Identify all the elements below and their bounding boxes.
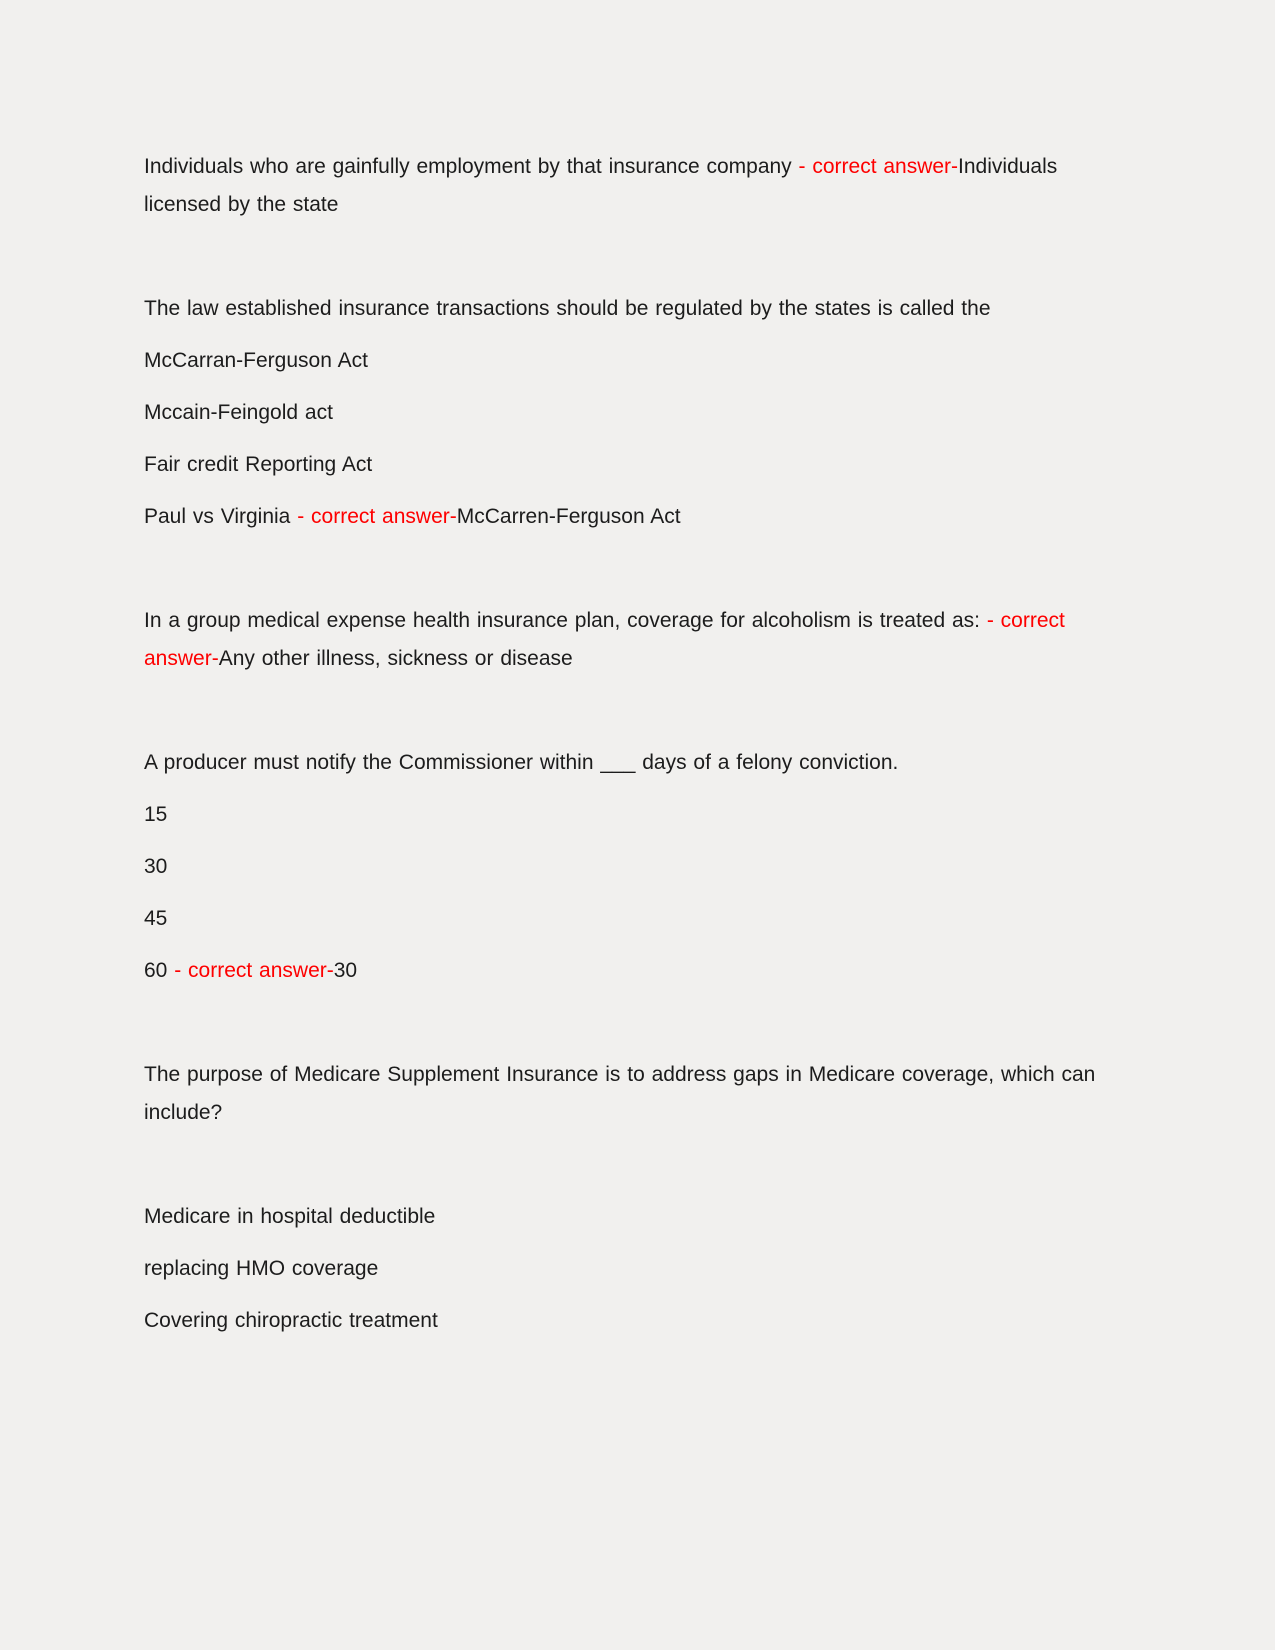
option-paragraph — [144, 1302, 1134, 1340]
text-segment: 15 — [144, 803, 168, 826]
question-answer-paragraph — [144, 602, 1134, 678]
option-answer-paragraph — [144, 952, 1134, 990]
text-segment: Paul vs Virginia — [144, 505, 298, 528]
option-paragraph — [144, 1198, 1134, 1236]
correct-answer-marker: - correct answer- — [798, 155, 959, 178]
text-segment: Medicare in hospital deductible — [144, 1205, 436, 1228]
text-segment: In a group medical expense health insurance plan, coverage for alcoholism is treated as: — [144, 609, 987, 632]
text-segment: Individuals licensed by the state — [144, 155, 1058, 216]
text-segment: Fair credit Reporting Act — [144, 453, 373, 476]
document-body — [144, 148, 1134, 1340]
question-paragraph — [144, 290, 1134, 328]
text-segment: The law established insurance transactions should be regulated by the states is called the — [144, 297, 991, 320]
text-segment: Individuals who are gainfully employment by that insurance company — [144, 155, 799, 178]
correct-answer-marker: - correct answer- — [297, 505, 457, 528]
blank-line — [144, 238, 1134, 276]
question-paragraph — [144, 744, 1134, 782]
option-paragraph — [144, 796, 1134, 834]
text-segment: McCarran-Ferguson Act — [144, 349, 368, 372]
blank-line — [144, 550, 1134, 588]
text-segment: The purpose of Medicare Supplement Insurance is to address gaps in Medicare coverage, which can include? — [144, 1063, 1096, 1124]
question-paragraph — [144, 1056, 1134, 1132]
option-paragraph — [144, 446, 1134, 484]
text-segment: 30 — [144, 855, 168, 878]
text-segment: A producer must notify the Commissioner within ___ days of a felony conviction. — [144, 751, 899, 774]
question-answer-paragraph — [144, 148, 1134, 224]
text-segment: 30 — [333, 959, 358, 982]
correct-answer-marker: - correct answer- — [144, 609, 1065, 670]
text-segment: replacing HMO coverage — [144, 1257, 379, 1280]
text-segment: Mccain-Feingold act — [144, 401, 333, 424]
text-segment: 45 — [144, 907, 168, 930]
option-paragraph — [144, 848, 1134, 886]
option-paragraph — [144, 394, 1134, 432]
option-paragraph — [144, 1250, 1134, 1288]
blank-line — [144, 1146, 1134, 1184]
blank-line — [144, 1004, 1134, 1042]
text-segment: McCarren-Ferguson Act — [456, 505, 681, 528]
text-segment: Any other illness, sickness or disease — [218, 647, 573, 670]
option-answer-paragraph — [144, 498, 1134, 536]
blank-line — [144, 692, 1134, 730]
text-segment: 60 — [144, 959, 175, 982]
option-paragraph — [144, 900, 1134, 938]
option-paragraph — [144, 342, 1134, 380]
correct-answer-marker: - correct answer- — [174, 959, 334, 982]
text-segment: Covering chiropractic treatment — [144, 1309, 438, 1332]
